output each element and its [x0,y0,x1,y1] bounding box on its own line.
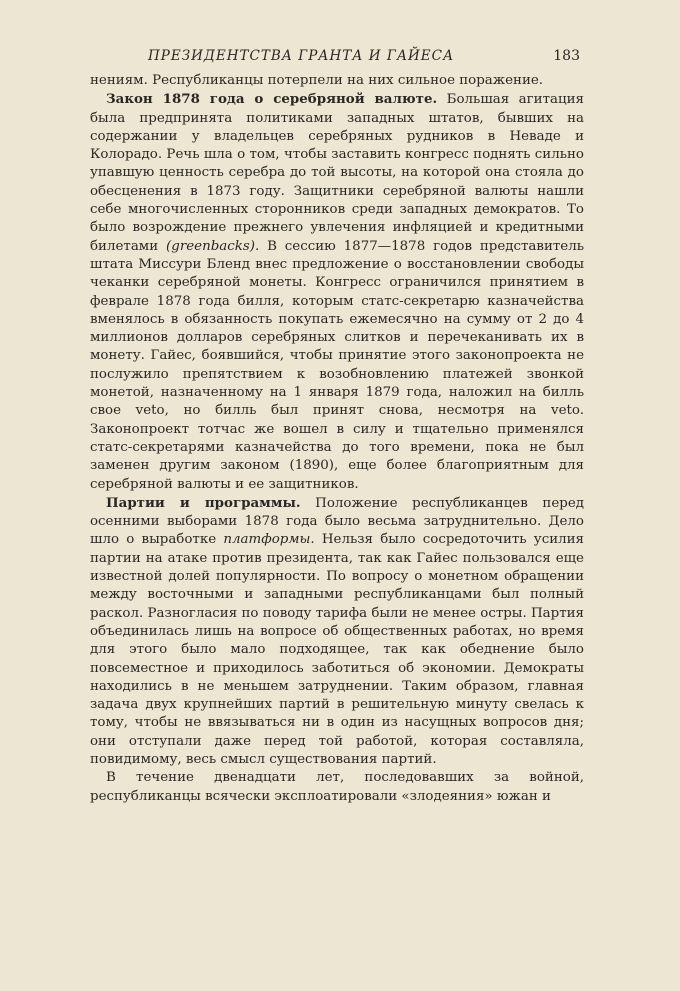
paragraph-1-text: нениям. Республиканцы потерпели на них сильное поражение. [90,73,544,88]
section-heading-parties: Партии и программы. [106,494,301,511]
running-title: ПРЕЗИДЕНТСТВА ГРАНТА И ГАЙЕСА [148,48,455,64]
paragraph-4 [90,769,584,806]
paragraph-2-italic-term: (greenbacks). [166,238,260,254]
paragraph-3 [90,494,584,769]
paragraph-1 [90,72,584,90]
paragraph-3-italic-term: платформы. [223,532,315,548]
paragraph-2-text: Большая агитация была предпринята политиками западных штатов, бывших на содержании у владельцев серебряных рудников в Неваде и Колорадо. Речь шла о том, чтобы заставить конгресс поднять сильно упавшую ценность серебра до той высоты, на которой она стояла до обесценения в 1873 году. Защитники серебряной валюты нашли себе многочисленных сторонников среди западных демократов. То было возрождение прежнего увлечения инфляцией и кредитными билетами [90,92,584,254]
page-body [90,72,584,806]
section-heading-silver-law: Закон 1878 года о серебряной валюте. [106,91,438,108]
page-number: 183 [553,48,580,64]
paragraph-4-text: В течение двенадцати лет, последовавших за войной, республиканцы всячески эксплоатировали «злодеяния» южан и [90,770,584,804]
running-header [90,48,584,64]
paragraph-2 [90,90,584,494]
paragraph-2-text-continued: В сессию 1877—1878 годов представитель штата Миссури Бленд внес предложение о восстановлении свободы чеканки серебряной монеты. Конгресс ограничился принятием в феврале 1878 года билля, которым статс-секретарю казначейства вменялось в обязанность покупать ежемесячно на сумму от 2 до 4 миллионов долларов серебряных слитков и перечеканивать их в монету. Гайес, боявшийся, чтобы принятие этого законопроекта не послужило препятствием к возобновлению платежей звонкой монетой, назначенному на 1 января 1879 года, наложил на билль свое veto, но билль был принят снова, несмотря на veto. Законопроект тотчас же вошел в силу и тщательно применялся статс-секретарями казначейства до того времени, пока не был заменен другим законом (1890), еще более благоприятным для серебряной валюты и ее защитников. [90,238,585,492]
paragraph-3-text: Положение республиканцев перед осенними выборами 1878 года было весьма затруднительно. Дело шло о выработке [90,495,584,548]
paragraph-3-text-continued: Нельзя было сосредоточить усилия партии на атаке против президента, так как Гайес пользовался еще известной долей популярности. По вопросу о монетном обращении между восточными и западными республиканцами был полный раскол. Разногласия по поводу тарифа были не менее остры. Партия объединилась лишь на вопросе об общественных работах, но время для этого было мало подходящее, так как обеднение было повсеместное и приходилось заботиться об экономии. Демократы находились в не меньшем затруднении. Таким образом, главная задача двух крупнейших партий в решительную минуту свелась к тому, чтобы не ввязываться ни в один из насущных вопросов дня; они отступали даже перед той работой, которая составляла, повидимому, весь смысл существования партий. [90,532,584,767]
